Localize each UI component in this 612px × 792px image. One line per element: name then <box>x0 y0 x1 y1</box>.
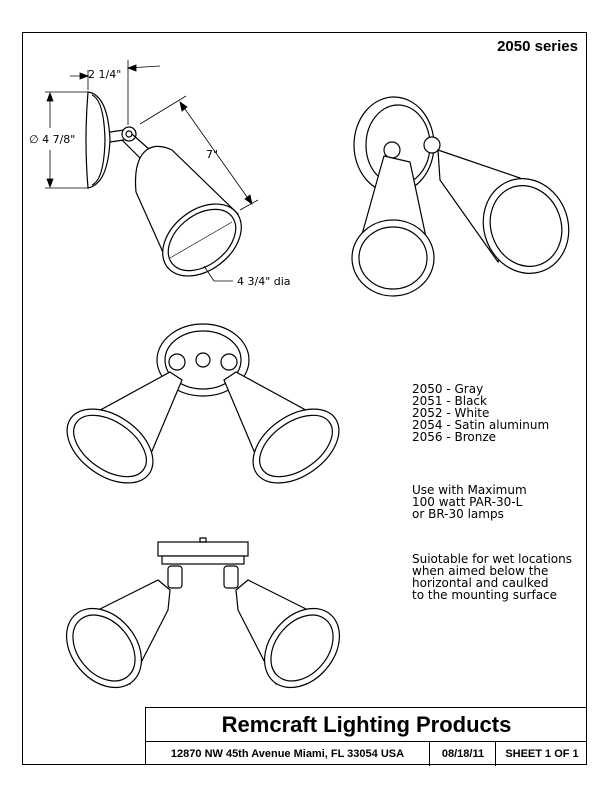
lamp-note-line: 100 watt PAR-30-L <box>412 495 523 509</box>
company-name: Remcraft Lighting Products <box>146 708 587 742</box>
drawing-date: 08/18/11 <box>429 742 496 766</box>
depth-dimension: 2 1/4" <box>88 68 122 81</box>
plate-diameter-dimension: ∅ 4 7/8" <box>29 133 76 146</box>
model-list <box>412 383 549 443</box>
sheet-number: SHEET 1 OF 1 <box>495 742 588 766</box>
lamp-diameter-dimension: 4 3/4" dia <box>237 275 291 288</box>
wet-note-line: Suiotable for wet locations <box>412 552 573 566</box>
lamp-note <box>412 484 527 520</box>
model-item: 2050 - Gray <box>412 382 484 396</box>
wet-location-note <box>412 553 572 601</box>
lamp-note-line: Use with Maximum <box>412 483 527 497</box>
model-item: 2051 - Black <box>412 394 487 408</box>
company-address: 12870 NW 45th Avenue Miami, FL 33054 USA <box>170 748 405 760</box>
model-item: 2054 - Satin aluminum <box>412 418 550 432</box>
lamp-note-line: or BR-30 lamps <box>412 507 504 521</box>
isometric-view <box>352 97 582 296</box>
title-block <box>145 707 587 765</box>
model-item: 2056 - Bronze <box>412 430 497 444</box>
wet-note-line: horizontal and caulked <box>412 576 549 590</box>
title-block-info-row <box>146 742 587 766</box>
length-dimension: 7" <box>206 148 219 161</box>
wet-note-line: to the mounting surface <box>412 588 558 602</box>
front-view <box>53 324 352 498</box>
model-item: 2052 - White <box>412 406 490 420</box>
wet-note-line: when aimed below the <box>412 564 549 578</box>
bottom-view <box>51 538 355 702</box>
series-title: 2050 series <box>497 38 578 55</box>
side-view <box>86 92 255 291</box>
